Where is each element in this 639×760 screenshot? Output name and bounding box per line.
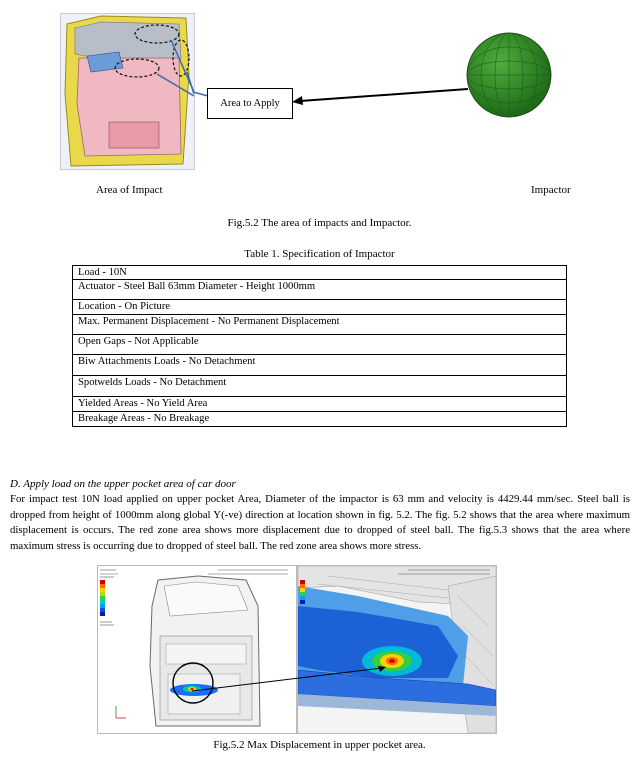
impact-arrow xyxy=(290,88,470,108)
table-cell: Breakage Areas - No Breakage xyxy=(73,412,567,427)
table-row xyxy=(73,315,567,335)
table-row xyxy=(73,412,567,427)
body-paragraph: For impact test 10N load applied on upper pocket Area, Diameter of the impactor is 63 mm and velocity is 4429.44 mm/sec. Steel ball is dropped from height of 1000mm along global Y(-ve) direction at location shown in fig. 5.2. The fig. 5.2 shows that the area where maximum displacement is occurs. The red zone area shows more displacement due to dropped of steel ball. The fig.5.3 shows that the area where maximum stress is occurring due to dropped of steel ball. The red zone area shows more stress. xyxy=(10,493,630,552)
area-to-apply-callout xyxy=(207,88,293,119)
table-cell: Biw Attachments Loads - No Detachment xyxy=(73,355,567,376)
figure-caption-bottom: Fig.5.2 Max Displacement in upper pocket area. xyxy=(213,739,426,751)
table-row xyxy=(73,355,567,376)
area-of-impact-caption: Area of Impact xyxy=(96,184,163,196)
table-row xyxy=(73,300,567,315)
table-cell: Open Gaps - Not Applicable xyxy=(73,335,567,355)
table-row xyxy=(73,266,567,280)
figure-caption-top: Fig.5.2 The area of impacts and Impactor. xyxy=(227,217,412,229)
table-cell: Max. Permanent Displacement - No Permanent Displacement xyxy=(73,315,567,335)
table-row xyxy=(73,397,567,412)
displacement-door-image xyxy=(97,565,297,734)
impactor-caption: Impactor xyxy=(531,184,571,196)
table-title: Table 1. Specification of Impactor xyxy=(244,248,395,260)
table-cell: Spotwelds Loads - No Detachment xyxy=(73,376,567,397)
table-row xyxy=(73,335,567,355)
table-cell: Load - 10N xyxy=(73,266,567,280)
section-heading: D. Apply load on the upper pocket area of car door xyxy=(10,478,236,490)
steel-ball-impactor xyxy=(466,32,552,118)
table-cell: Yielded Areas - No Yield Area xyxy=(73,397,567,412)
table-row xyxy=(73,376,567,397)
zoom-connector-arrow xyxy=(190,665,390,695)
door-area-image xyxy=(60,13,195,170)
displacement-zoom-image xyxy=(297,565,497,734)
table-cell: Location - On Picture xyxy=(73,300,567,315)
callout-label: Area to Apply xyxy=(220,98,280,109)
table-row xyxy=(73,280,567,300)
table-cell: Actuator - Steel Ball 63mm Diameter - Height 1000mm xyxy=(73,280,567,300)
impactor-spec-table xyxy=(72,265,567,427)
